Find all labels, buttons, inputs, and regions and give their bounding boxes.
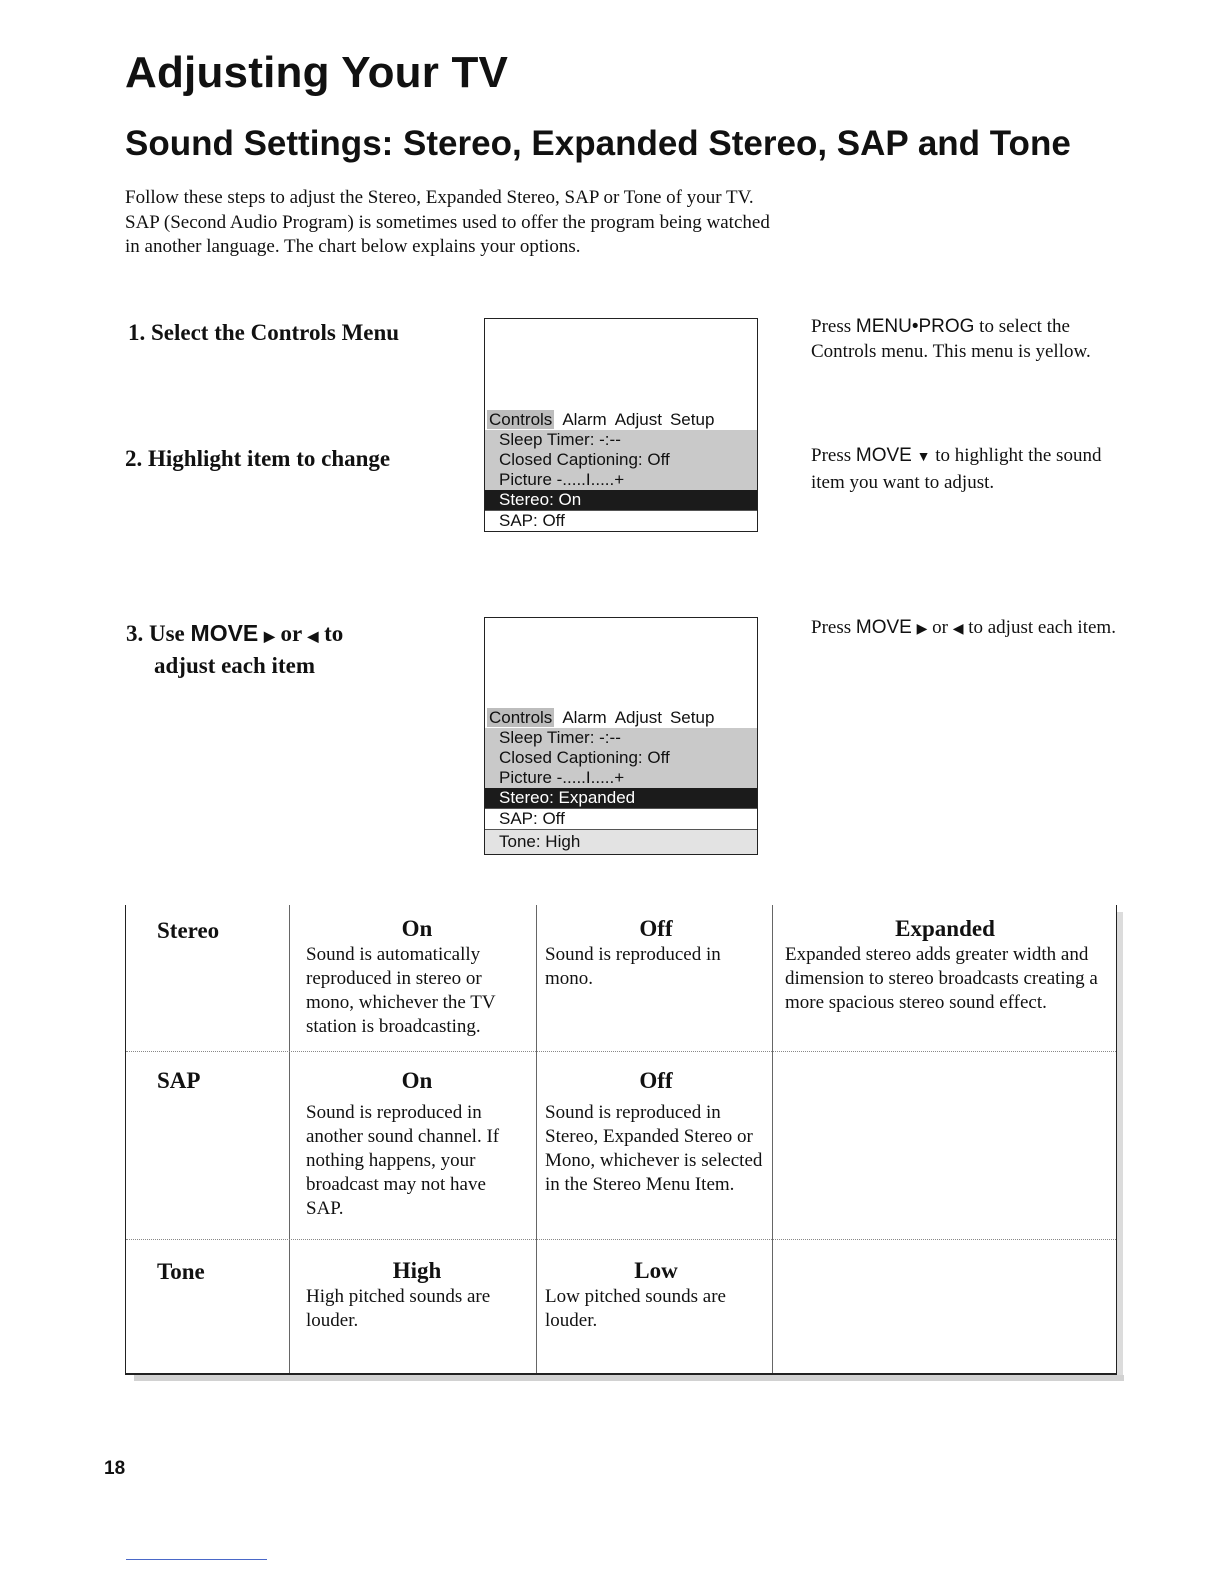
cell-stereo-off (545, 915, 767, 991)
step-3-description (811, 616, 1121, 643)
step-1-title (128, 319, 399, 347)
menu-item-sleep-timer: Sleep Timer: -:-- (485, 728, 757, 748)
step-2-description (811, 444, 1121, 495)
right-arrow-icon: ▶ (264, 630, 275, 645)
intro-paragraph: Follow these steps to adjust the Stereo, Expanded Stereo, SAP or Tone of your TV. SAP (Second Audio Program) is sometimes used to offer the program being watched in another language. The chart below explains your options. (125, 187, 770, 257)
menu-item-stereo-selected: Stereo: Expanded (485, 788, 757, 808)
menu-item-closed-captioning: Closed Captioning: Off (485, 450, 757, 470)
left-arrow-icon: ◀ (307, 630, 319, 645)
cell-text: Expanded stereo adds greater width and dimension to stereo broadcasts creating a more spacious stereo sound effect. (785, 944, 1098, 1013)
step-3-title-line2: adjust each item (154, 653, 315, 678)
tab-alarm: Alarm (562, 410, 607, 429)
menu-item-closed-captioning: Closed Captioning: Off (485, 748, 757, 768)
controls-menu (485, 708, 757, 854)
row-divider (126, 1239, 1116, 1240)
cell-text: Low pitched sounds are louder. (545, 1286, 726, 1331)
step-1-desc-post: to select the Controls menu. This menu is yellow. (811, 316, 1091, 362)
step-1-desc-key: MENU•PROG (855, 316, 975, 337)
step-2-desc-pre: Press (811, 445, 856, 466)
cell-stereo-expanded (785, 915, 1105, 1015)
step-3-desc-or: or (927, 617, 953, 638)
cell-text: High pitched sounds are louder. (306, 1286, 491, 1331)
table-shadow-right (1117, 912, 1123, 1377)
table-shadow-bottom (134, 1375, 1124, 1381)
sound-options-table (125, 905, 1117, 1375)
menu-item-stereo-selected: Stereo: On (485, 490, 757, 510)
column-divider (289, 905, 290, 1373)
cell-heading: Off (639, 916, 673, 941)
menu-item-picture: Picture -.....I.....+ (485, 768, 757, 788)
step-1-label: Select the Controls Menu (151, 320, 400, 345)
cell-heading: High (392, 1258, 442, 1283)
step-3-title-or: or (274, 621, 308, 646)
step-3-desc-pre: Press (811, 617, 856, 638)
menu-item-sap: SAP: Off (485, 808, 757, 829)
menu-item-sleep-timer: Sleep Timer: -:-- (485, 430, 757, 450)
cell-sap-on (306, 1067, 528, 1221)
cell-heading: Off (639, 1068, 673, 1093)
down-arrow-icon: ▼ (916, 450, 931, 465)
menu-item-sap: SAP: Off (485, 510, 757, 531)
cell-sap-off (545, 1067, 767, 1197)
menu-tabs (485, 410, 757, 430)
column-divider (772, 905, 773, 1373)
tab-adjust: Adjust (614, 410, 662, 429)
left-arrow-icon: ◀ (952, 622, 964, 637)
tv-menu-screen-1 (484, 318, 758, 532)
step-2-title (125, 445, 390, 473)
section-title: Sound Settings: Stereo, Expanded Stereo, SAP and Tone (125, 124, 1071, 163)
cell-stereo-on (306, 915, 528, 1039)
cell-heading: Low (634, 1258, 678, 1283)
controls-menu (485, 410, 757, 531)
cell-tone-high (306, 1257, 528, 1333)
cell-text: Sound is reproduced in another sound channel. If nothing happens, your broadcast may not have SAP. (306, 1102, 500, 1219)
cell-tone-low (545, 1257, 767, 1333)
menu-tabs (485, 708, 757, 728)
step-3-desc-key: MOVE (855, 617, 912, 638)
step-2-number: 2. (125, 446, 143, 471)
tab-alarm: Alarm (562, 708, 607, 727)
cell-heading: Expanded (895, 916, 995, 941)
footer-rule (126, 1559, 267, 1560)
tv-menu-screen-2 (484, 617, 758, 855)
step-3-desc-post: to adjust each item. (963, 617, 1116, 638)
cell-text: Sound is reproduced in Stereo, Expanded Stereo or Mono, whichever is selected in the Stereo Menu Item. (545, 1102, 763, 1195)
step-1-description (811, 315, 1121, 364)
step-3-title (126, 619, 343, 680)
cell-text: Sound is automatically reproduced in stereo or mono, whichever the TV station is broadcasting. (306, 944, 496, 1037)
row-label-stereo: Stereo (157, 918, 220, 943)
step-2-desc-post: to highlight the sound item you want to adjust. (811, 445, 1102, 493)
right-arrow-icon: ▶ (916, 622, 928, 637)
menu-item-picture: Picture -.....I.....+ (485, 470, 757, 490)
row-divider (126, 1051, 1116, 1052)
step-3-title-to: to (318, 621, 344, 646)
tab-setup: Setup (669, 410, 715, 429)
step-3-number: 3. (126, 621, 144, 646)
tab-adjust: Adjust (614, 708, 662, 727)
step-3-title-pre: Use (149, 621, 191, 646)
step-3-title-key: MOVE (190, 620, 259, 646)
tab-controls: Controls (489, 410, 553, 429)
step-1-desc-pre: Press (811, 316, 856, 337)
tab-setup: Setup (669, 708, 715, 727)
column-divider (536, 905, 537, 1373)
cell-heading: On (401, 916, 433, 941)
step-2-label: Highlight item to change (148, 446, 391, 471)
menu-item-tone: Tone: High (485, 829, 757, 854)
page-title: Adjusting Your TV (125, 48, 509, 97)
step-2-desc-key: MOVE (855, 445, 912, 466)
page-number: 18 (104, 1458, 126, 1479)
tab-controls: Controls (489, 708, 553, 727)
row-label-sap: SAP (157, 1068, 201, 1093)
row-label-tone: Tone (157, 1259, 205, 1284)
step-1-number: 1. (128, 320, 146, 345)
cell-heading: On (401, 1068, 433, 1093)
cell-text: Sound is reproduced in mono. (545, 944, 721, 989)
